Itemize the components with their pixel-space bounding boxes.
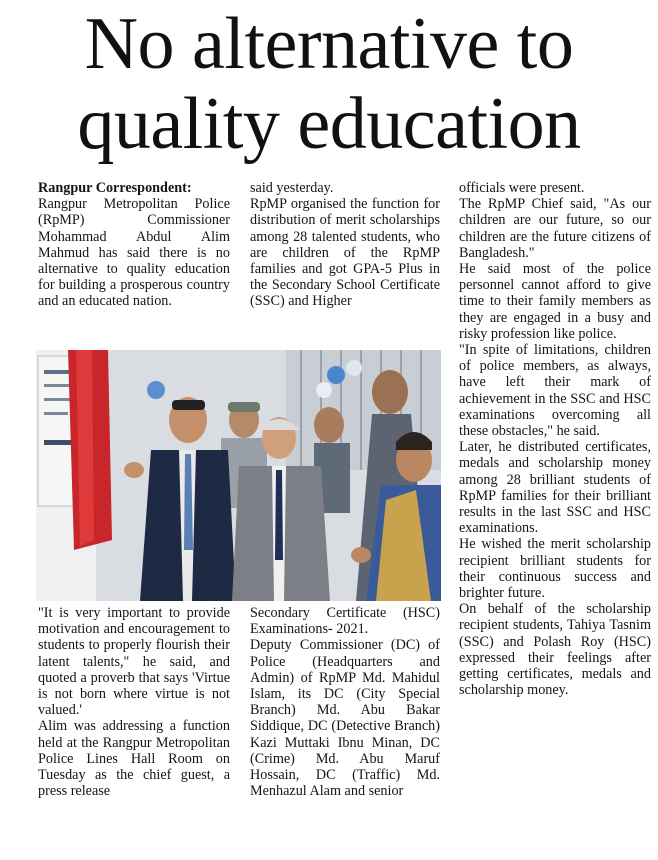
paragraph: The RpMP Chief said, "As our children are our future, so our children are the future citizens of Bangladesh." xyxy=(459,196,651,261)
paragraph: "It is very important to provide motivation and encouragement to students to properly flourish their latent talents," he said, and quoted a proverb that says 'Virtue is not born where virtue is not valued.' xyxy=(38,605,230,719)
news-photo-ribbon-cutting-icon xyxy=(36,350,441,601)
paragraph: said yesterday. xyxy=(250,180,334,196)
byline: Rangpur Correspondent: xyxy=(38,180,192,196)
paragraph: He wished the merit scholarship recipient brilliant students for their continuous success and brighter future. xyxy=(459,536,651,602)
paragraph: Alim was addressing a function held at the Rangpur Metropolitan Police Lines Hall Room on Tuesday as the chief guest, a press release xyxy=(38,718,230,800)
paragraph: RpMP organised the function for distribution of merit scholarships among 28 talented students, who are children of the RpMP families and got GPA-5 Plus in the Secondary School Certificate (SSC) and Higher xyxy=(250,196,440,310)
paragraph: He said most of the police personnel cannot afford to give time to their family members as they are engaged in a busy and risky profession like police. xyxy=(459,261,651,342)
headline xyxy=(0,4,658,164)
headline-line-1: No alternative to xyxy=(84,3,574,85)
column-2-top xyxy=(250,180,440,310)
headline-line-2: quality education xyxy=(77,83,581,165)
paragraph: Rangpur Metropolitan Police (RpMP) Commissioner Mohammad Abdul Alim Mahmud has said there is no alternative to quality education for building a prosperous country and an educated nation. xyxy=(38,196,230,310)
paragraph: Deputy Commissioner (DC) of Police (Headquarters and Admin) of RpMP Md. Mahidul Islam, its DC (City Special Branch) Md. Abu Bakar Siddique, DC (Detective Branch) Kazi Muttaki Ibnu Minan, DC (Crime) Md. Abu Maruf Hossain, DC (Traffic) Md. Menhazul Alam and senior xyxy=(250,637,440,800)
paragraph: Later, he distributed certificates, medals and scholarship money among 28 brilliant students of RpMP families for their brilliant results in the last SSC and HSC examinations. xyxy=(459,439,651,537)
column-2-bottom xyxy=(250,605,440,799)
column-1-bottom xyxy=(38,605,230,799)
paragraph: On behalf of the scholarship recipient students, Tahiya Tasnim (SSC) and Polash Roy (HSC) expressed their feelings after getting certificates, medals and scholarship money. xyxy=(459,601,651,699)
paragraph: officials were present. xyxy=(459,180,585,196)
paragraph: "In spite of limitations, children of police members, as always, have left their mark of achievement in the SSC and HSC examinations overcoming all these obstacles," he said. xyxy=(459,342,651,440)
paragraph: Secondary Certificate (HSC) Examinations- 2021. xyxy=(250,605,440,638)
news-photo xyxy=(36,350,441,601)
column-1-top xyxy=(38,180,230,310)
column-3 xyxy=(459,180,651,699)
